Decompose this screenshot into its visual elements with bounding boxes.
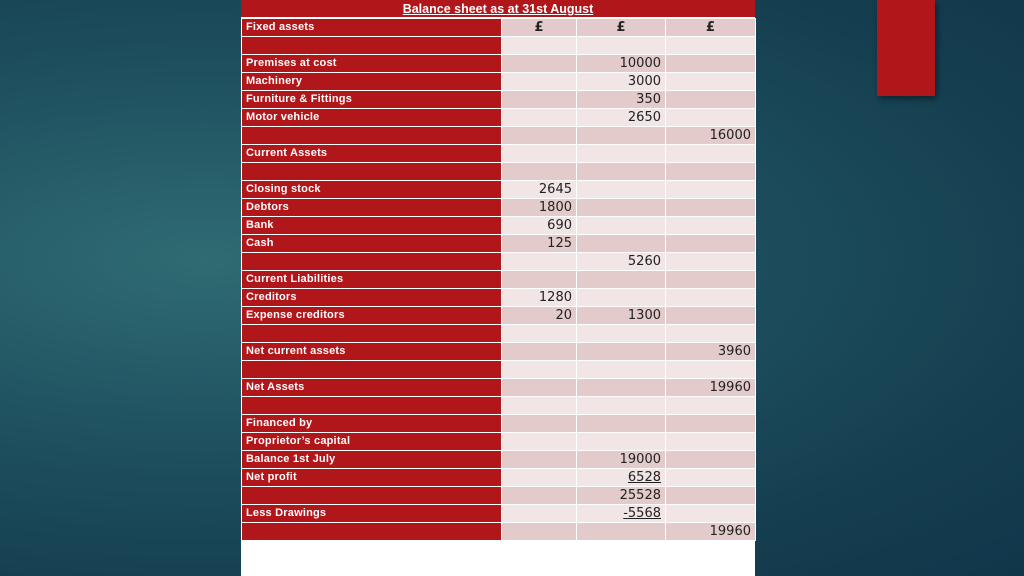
amount-cell: 25528 <box>577 487 666 505</box>
row-label: Creditors <box>242 289 502 307</box>
amount-cell <box>502 487 577 505</box>
row-label: Motor vehicle <box>242 109 502 127</box>
amount-cell: 3960 <box>666 343 756 361</box>
row-label: Bank <box>242 217 502 235</box>
table-row <box>242 307 756 325</box>
amount-cell: 5260 <box>577 253 666 271</box>
table-row <box>242 199 756 217</box>
row-label: Debtors <box>242 199 502 217</box>
amount-cell <box>666 235 756 253</box>
table-row <box>242 37 756 55</box>
table-row <box>242 325 756 343</box>
amount-cell <box>577 37 666 55</box>
table-row <box>242 109 756 127</box>
amount-cell <box>502 361 577 379</box>
amount-cell <box>666 505 756 523</box>
amount-cell <box>502 37 577 55</box>
row-label <box>242 325 502 343</box>
amount-cell <box>502 343 577 361</box>
row-label <box>242 361 502 379</box>
amount-cell: 350 <box>577 91 666 109</box>
row-label <box>242 523 502 541</box>
amount-cell: 1800 <box>502 199 577 217</box>
currency-header: £ <box>666 19 756 37</box>
row-label: Current Liabilities <box>242 271 502 289</box>
table-row <box>242 181 756 199</box>
amount-cell: 19960 <box>666 379 756 397</box>
amount-cell: 19000 <box>577 451 666 469</box>
amount-cell <box>666 271 756 289</box>
amount-cell <box>577 505 666 523</box>
balance-sheet-title-row <box>241 0 755 17</box>
amount-cell: 690 <box>502 217 577 235</box>
row-label: Premises at cost <box>242 55 502 73</box>
row-label: Current Assets <box>242 145 502 163</box>
amount-cell <box>502 253 577 271</box>
table-row <box>242 469 756 487</box>
table-row <box>242 343 756 361</box>
amount-cell <box>502 145 577 163</box>
row-label: Cash <box>242 235 502 253</box>
table-row <box>242 415 756 433</box>
amount-cell <box>577 145 666 163</box>
row-label <box>242 37 502 55</box>
amount-cell <box>577 289 666 307</box>
row-label: Net current assets <box>242 343 502 361</box>
table-row <box>242 433 756 451</box>
amount-cell <box>502 415 577 433</box>
amount-cell <box>577 343 666 361</box>
amount-cell <box>666 163 756 181</box>
table-row <box>242 271 756 289</box>
amount-cell: 2650 <box>577 109 666 127</box>
amount-cell <box>502 109 577 127</box>
row-label: Proprietor’s capital <box>242 433 502 451</box>
table-row <box>242 235 756 253</box>
amount-cell <box>666 73 756 91</box>
row-label: Closing stock <box>242 181 502 199</box>
amount-cell <box>666 451 756 469</box>
amount-cell: 1280 <box>502 289 577 307</box>
amount-cell <box>666 37 756 55</box>
amount-cell <box>577 271 666 289</box>
table-row <box>242 487 756 505</box>
table-row <box>242 523 756 541</box>
balance-sheet-table <box>241 18 756 541</box>
amount-cell: 16000 <box>666 127 756 145</box>
row-label: Net profit <box>242 469 502 487</box>
amount-cell <box>502 433 577 451</box>
amount-cell <box>577 181 666 199</box>
amount-cell <box>502 325 577 343</box>
row-label <box>242 163 502 181</box>
amount-cell <box>666 217 756 235</box>
amount-cell: 19960 <box>666 523 756 541</box>
amount-cell <box>502 73 577 91</box>
row-label: Financed by <box>242 415 502 433</box>
row-label: Expense creditors <box>242 307 502 325</box>
amount-cell <box>502 127 577 145</box>
amount-cell <box>502 379 577 397</box>
row-label <box>242 397 502 415</box>
table-row <box>242 451 756 469</box>
amount-cell <box>666 469 756 487</box>
row-label <box>242 127 502 145</box>
table-row <box>242 289 756 307</box>
amount-cell <box>577 217 666 235</box>
currency-header: £ <box>502 19 577 37</box>
table-row <box>242 127 756 145</box>
amount-cell <box>502 271 577 289</box>
amount-cell <box>502 451 577 469</box>
row-label <box>242 253 502 271</box>
amount-cell <box>577 127 666 145</box>
amount-cell: 10000 <box>577 55 666 73</box>
amount-cell <box>577 469 666 487</box>
amount-cell <box>577 523 666 541</box>
amount-cell <box>502 505 577 523</box>
row-label: Balance 1st July <box>242 451 502 469</box>
amount-cell <box>577 397 666 415</box>
table-row <box>242 91 756 109</box>
table-row <box>242 55 756 73</box>
amount-cell <box>666 433 756 451</box>
amount-cell <box>666 289 756 307</box>
amount-cell <box>666 487 756 505</box>
amount-cell <box>577 361 666 379</box>
row-label: Furniture & Fittings <box>242 91 502 109</box>
table-row <box>242 145 756 163</box>
currency-header: £ <box>577 19 666 37</box>
table-row <box>242 217 756 235</box>
amount-cell <box>666 199 756 217</box>
amount-cell <box>502 469 577 487</box>
row-label: Net Assets <box>242 379 502 397</box>
balance-sheet-title: Balance sheet as at 31st August <box>402 2 594 16</box>
table-row <box>242 397 756 415</box>
row-label: Less Drawings <box>242 505 502 523</box>
amount-cell: 1300 <box>577 307 666 325</box>
amount-cell <box>666 55 756 73</box>
amount-cell <box>577 415 666 433</box>
amount-cell <box>666 109 756 127</box>
row-label <box>242 487 502 505</box>
table-row <box>242 19 756 37</box>
row-label: Fixed assets <box>242 19 502 37</box>
amount-cell <box>577 325 666 343</box>
row-label: Machinery <box>242 73 502 91</box>
amount-cell <box>577 379 666 397</box>
amount-cell <box>666 181 756 199</box>
amount-cell: 3000 <box>577 73 666 91</box>
amount-cell <box>502 163 577 181</box>
amount-cell <box>577 235 666 253</box>
amount-cell <box>577 163 666 181</box>
amount-cell: 20 <box>502 307 577 325</box>
amount-cell <box>666 397 756 415</box>
amount-cell <box>666 307 756 325</box>
amount-cell <box>666 325 756 343</box>
amount-cell <box>666 145 756 163</box>
amount-cell: 125 <box>502 235 577 253</box>
decorative-accent-bar <box>877 0 935 96</box>
amount-cell <box>502 523 577 541</box>
amount-cell <box>666 361 756 379</box>
underlined-amount: -5568 <box>623 506 661 521</box>
table-row <box>242 505 756 523</box>
table-row <box>242 73 756 91</box>
underlined-amount: 6528 <box>627 470 661 485</box>
amount-cell <box>502 91 577 109</box>
amount-cell <box>666 91 756 109</box>
table-row <box>242 163 756 181</box>
amount-cell <box>666 415 756 433</box>
amount-cell <box>666 253 756 271</box>
balance-sheet <box>241 0 755 576</box>
amount-cell <box>502 397 577 415</box>
amount-cell <box>577 433 666 451</box>
amount-cell: 2645 <box>502 181 577 199</box>
table-row <box>242 253 756 271</box>
amount-cell <box>577 199 666 217</box>
table-row <box>242 379 756 397</box>
amount-cell <box>502 55 577 73</box>
table-row <box>242 361 756 379</box>
